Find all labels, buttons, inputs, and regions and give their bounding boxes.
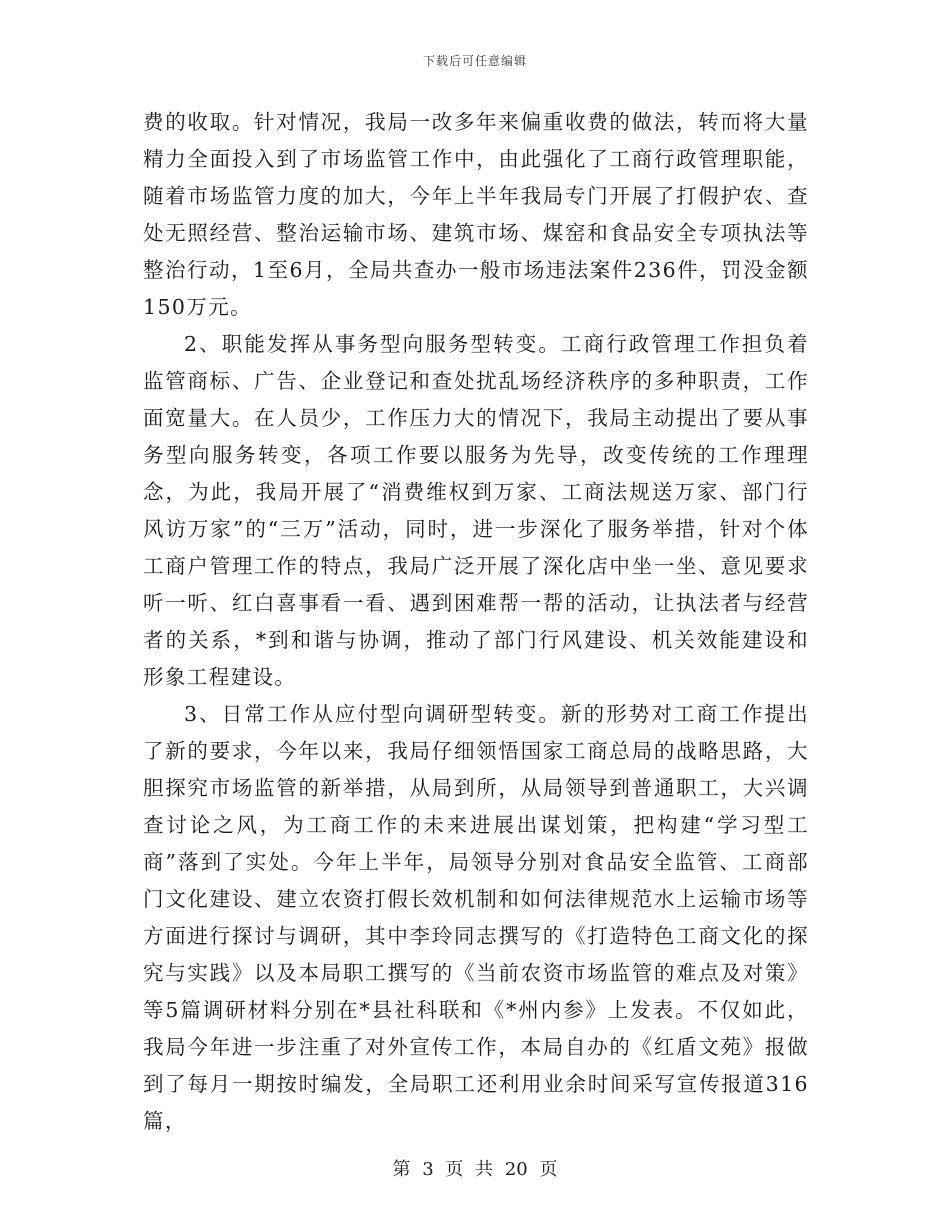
paragraph-3: 3、日常工作从应付型向调研型转变。新的形势对工商工作提出了新的要求，今年以来，我局仔细领悟国家工商总局的战略思路，大胆探究市场监管的新举措，从局到所，从局领导到普通职工，大兴调查讨论之风，为工商工作的未来进展出谋划策，把构建“学习型工商”落到了实处。今年上半年，局领导分别对食品安全监管、工商部门文化建设、建立农资打假长效机制和如何法律规范水上运输市场等方面进行探讨与调研，其中李玲同志撰写的《打造特色工商文化的探究与实践》以及本局职工撰写的《当前农资市场监管的难点及对策》等5篇调研材料分别在*县社科联和《*州内参》上发表。不仅如此，我局今年进一步注重了对外宣传工作，本局自办的《红盾文苑》报做到了每月一期按时编发，全局职工还利用业余时间采写宣传报道316篇， [143, 702, 809, 1133]
document-body [143, 104, 809, 1140]
paragraph-2: 2、职能发挥从事务型向服务型转变。工商行政管理工作担负着监管商标、广告、企业登记和查处扰乱场经济秩序的多种职责，工作面宽量大。在人员少，工作压力大的情况下，我局主动提出了要从事务型向服务转变，各项工作要以服务为先导，改变传统的工作理理念，为此，我局开展了“消费维权到万家、工商法规送万家、部门行风访万家”的“三万”活动，同时，进一步深化了服务举措，针对个体工商户管理工作的特点，我局广泛开展了深化店中坐一坐、意见要求听一听、红白喜事看一看、遇到困难帮一帮的活动，让执法者与经营者的关系，*到和谐与协调，推动了部门行风建设、机关效能建设和形象工程建设。 [143, 332, 809, 689]
paragraph-1: 费的收取。针对情况，我局一改多年来偏重收费的做法，转而将大量精力全面投入到了市场监管工作中，由此强化了工商行政管理职能，随着市场监管力度的加大，今年上半年我局专门开展了打假护农、查处无照经营、整治运输市场、建筑市场、煤窑和食品安全专项执法等整治行动，1至6月，全局共查办一般市场违法案件236件，罚没金额150万元。 [143, 110, 809, 319]
page-number-footer: 第 3 页 共 20 页 [392, 1159, 558, 1180]
page-header: 下载后可任意编辑 [422, 54, 527, 68]
